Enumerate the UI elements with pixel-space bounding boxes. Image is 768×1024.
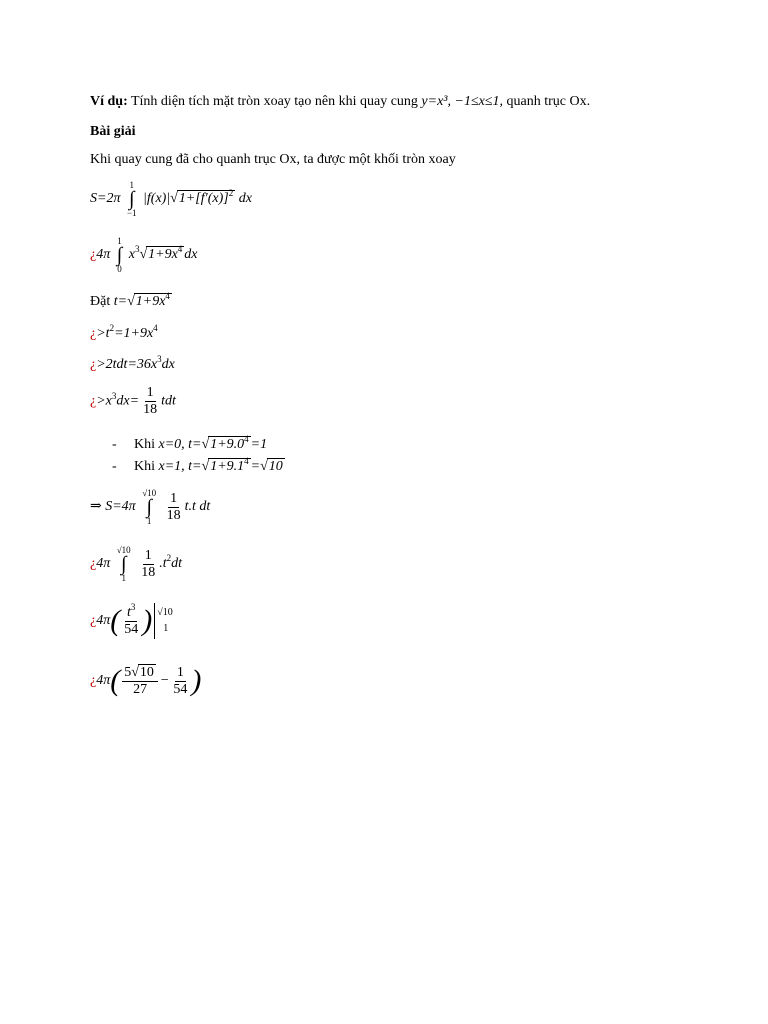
- artifact-glyph: ¿: [90, 247, 97, 263]
- integral-sign: 1 ∫ 0: [116, 236, 123, 274]
- substitution-label: Đặt: [90, 294, 111, 309]
- formula-step-6: ¿4π √10 ∫ 1 $\frac{1}{18}$ $.t^2dt$: [90, 545, 182, 583]
- example-label: Ví dụ:: [90, 94, 128, 109]
- formula-step-8: ¿4π( $\frac{5√10}{27}$ − $\frac{1}{54}$ ): [90, 664, 202, 697]
- artifact-glyph: ¿: [90, 393, 97, 409]
- integral-sign: 1 ∫ −1: [126, 180, 137, 218]
- formula-step-5: ⇒ S=4π √10 ∫ 1 $\frac{1}{18}$ t.t dt: [90, 488, 211, 526]
- example-statement: [90, 93, 590, 111]
- solution-heading: Bài giải: [90, 124, 136, 139]
- artifact-glyph: ¿: [90, 357, 97, 372]
- example-tail: quanh trục Ox.: [506, 94, 591, 109]
- artifact-glyph: ¿: [90, 673, 97, 689]
- substitution: Đặt $t=√1+9x^4$: [90, 291, 170, 309]
- formula-step-1: ¿4π 1 ∫ 0 $x^3√1+9x^4$ dx: [90, 236, 198, 274]
- formula-surface-area: S=2π 1 ∫ −1 $|f(x)|√1+[f'(x)]^2$ dx: [90, 180, 252, 218]
- formula-step-7: ¿4π( $\frac{t^3}{54}$ ) √10 1: [90, 601, 173, 637]
- artifact-glyph: ¿: [90, 613, 97, 629]
- example-text: Tính diện tích mặt tròn xoay tạo nên khi quay cung: [130, 94, 418, 109]
- case-x1: - Khi x=1, $t=√1+9.1^4 =√10$: [112, 456, 283, 474]
- example-condition: y=x³, −1≤x≤1,: [421, 94, 504, 109]
- formula-step-2: ¿$>t^2=1+9x^4$: [90, 323, 158, 341]
- formula-step-4: ¿$>x^3dx=$ $\frac{1}{18}$ tdt: [90, 385, 176, 417]
- artifact-glyph: ¿: [90, 326, 97, 341]
- integral-sign: √10 ∫ 1: [142, 488, 157, 526]
- formula-step-3: ¿$>2tdt=36x^3dx$: [90, 354, 175, 372]
- integral-sign: √10 ∫ 1: [116, 545, 131, 583]
- case-x0: - Khi x=0, $t=√1+9.0^4 =1$: [112, 434, 268, 452]
- artifact-glyph: ¿: [90, 556, 97, 572]
- intro-text: Khi quay cung đã cho quanh trục Ox, ta được một khối tròn xoay: [90, 152, 456, 167]
